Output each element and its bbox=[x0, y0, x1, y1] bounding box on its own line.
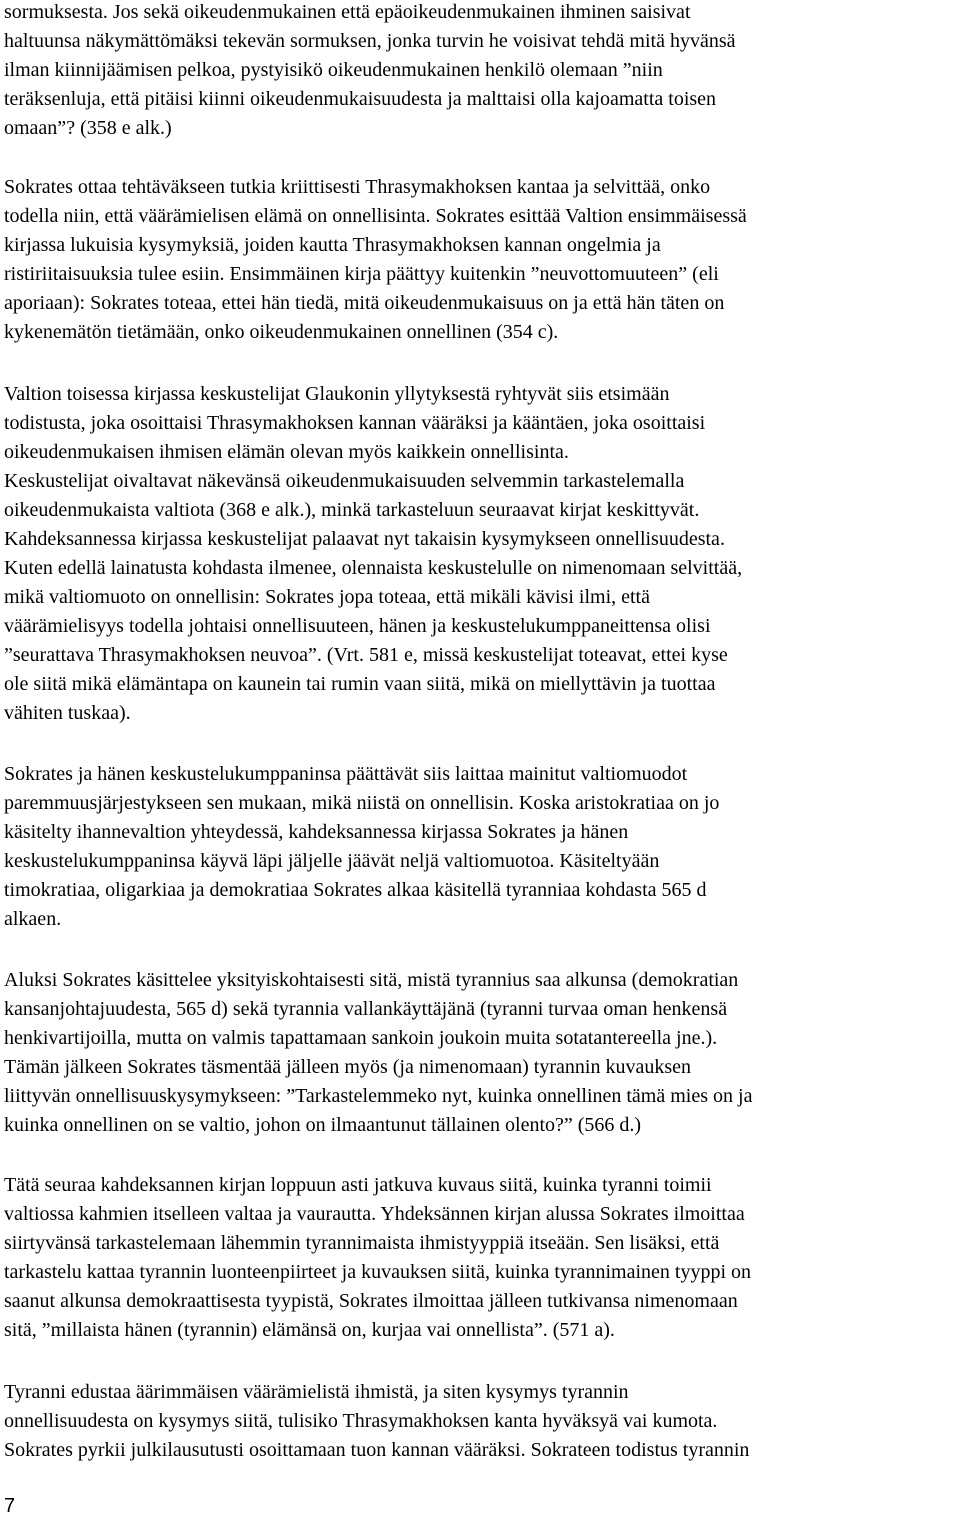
paragraph-4: Sokrates ja hänen keskustelukumppaninsa päättävät siis laittaa mainitut valtiomuodot paremmuusjärjestykseen sen mukaan, mikä niistä on onnellisin. Koska aristokratiaa on jo käsitelty ihannevaltion yhteydessä, kahdeksannessa kirjassa Sokrates ja hänen keskustelukumppaninsa käyvä läpi jäljelle jäävät neljä valtiomuotoa. Käsiteltyään timokratiaa, oligarkiaa ja demokratiaa Sokrates alkaa käsitellä tyranniaa kohdasta 565 d alkaen. bbox=[4, 763, 720, 930]
paragraph-2: Sokrates ottaa tehtäväkseen tutkia kriittisesti Thrasymakhoksen kantaa ja selvittää, onko todella niin, että väärämielisen elämä on onnellisinta. Sokrates esittää Valtion ensimmäisessä kirjassa lukuisia kysymyksiä, joiden kautta Thrasymakhoksen kannan ongelmia ja ristiriitaisuuksia tulee esiin. Ensimmäinen kirja päättyy kuitenkin ”neuvottomuuteen” (eli aporiaan): Sokrates toteaa, ettei hän tiedä, mitä oikeudenmukaisuus on ja että hän täten on kykenemätön tietämään, onko oikeudenmukainen onnellinen (354 c). bbox=[4, 176, 747, 343]
paragraph-7: Tyranni edustaa äärimmäisen väärämielistä ihmistä, ja siten kysymys tyrannin onnellisuudesta on kysymys siitä, tulisiko Thrasymakhoksen kanta hyväksyä vai kumota. Sokrates pyrkii julkilausutusti osoittamaan tuon kannan vääräksi. Sokrateen todistus tyrannin bbox=[4, 1381, 750, 1461]
paragraph-3: Valtion toisessa kirjassa keskustelijat Glaukonin yllytyksestä ryhtyvät siis etsimään todistusta, joka osoittaisi Thrasymakhoksen kannan vääräksi ja kääntäen, joka osoittaisi oikeudenmukaisen ihmisen elämän olevan myös kaikkein onnellisinta. Keskustelijat oivaltavat näkevänsä oikeudenmukaisuuden selvemmin tarkastelemalla oikeudenmukaista valtiota (368 e alk.), minkä tarkasteluun seuraavat kirjat keskittyvät. Kahdeksannessa kirjassa keskustelijat palaavat nyt takaisin kysymykseen onnellisuudesta. Kuten edellä lainatusta kohdasta ilmenee, olennaista keskustelulle on nimenomaan selvittää, mikä valtiomuoto on onnellisin: Sokrates jopa toteaa, että mikäli kävisi ilmi, että väärämielisyys todella johtaisi onnellisuuteen, hänen ja keskustelukumppaneittensa olisi ”seurattava Thrasymakhoksen neuvoa”. (Vrt. 581 e, missä keskustelijat toteavat, ettei kyse ole siitä mikä elämäntapa on kaunein tai rumin vaan siitä, mikä on miellyttävin ja tuottaa vähiten tuskaa). bbox=[4, 383, 743, 724]
paragraph-5: Aluksi Sokrates käsittelee yksityiskohtaisesti sitä, mistä tyrannius saa alkunsa (demokratian kansanjohtajuudesta, 565 d) sekä tyrannia vallankäyttäjänä (tyranni turvaa oman henkensä henkivartijoilla, mutta on valmis tapattamaan sankoin joukoin muita sotatantereella jne.). Tämän jälkeen Sokrates täsmentää jälleen myös (ja nimenomaan) tyrannin kuvauksen liittyvän onnellisuuskysymykseen: ”Tarkastelemmeko nyt, kuinka onnellinen tämä mies on ja kuinka onnellinen on se valtio, johon on ilmaantunut tällainen olento?” (566 d.) bbox=[4, 969, 753, 1136]
paragraph-1: sormuksesta. Jos sekä oikeudenmukainen että epäoikeudenmukainen ihminen saisivat haltuunsa näkymättömäksi tekevän sormuksen, jonka turvin he voisivat tehdä mitä hyvänsä ilman kiinnijäämisen pelkoa, pystyisikö oikeudenmukainen henkilö olemaan ”niin teräksenluja, että pitäisi kiinni oikeudenmukaisuudesta ja malttaisi olla kajoamatta toisen omaan”? (358 e alk.) bbox=[4, 1, 736, 139]
page-number: 7 bbox=[4, 1495, 16, 1517]
paragraph-6: Tätä seuraa kahdeksannen kirjan loppuun asti jatkuva kuvaus siitä, kuinka tyranni toimii valtiossa kahmien itselleen valtaa ja vaurautta. Yhdeksännen kirjan alussa Sokrates ilmoittaa siirtyvänsä tarkastelemaan lähemmin tyrannimaista ihmistyyppiä itseään. Sen lisäksi, että tarkastelu kattaa tyrannin luonteenpiirteet ja kuvauksen siitä, kuinka tyrannimainen tyyppi on saanut alkunsa demokraattisesta tyypistä, Sokrates ilmoittaa jälleen tutkivansa nimenomaan sitä, ”millaista hänen (tyrannin) elämänsä on, kurjaa vai onnellista”. (571 a). bbox=[4, 1174, 752, 1341]
